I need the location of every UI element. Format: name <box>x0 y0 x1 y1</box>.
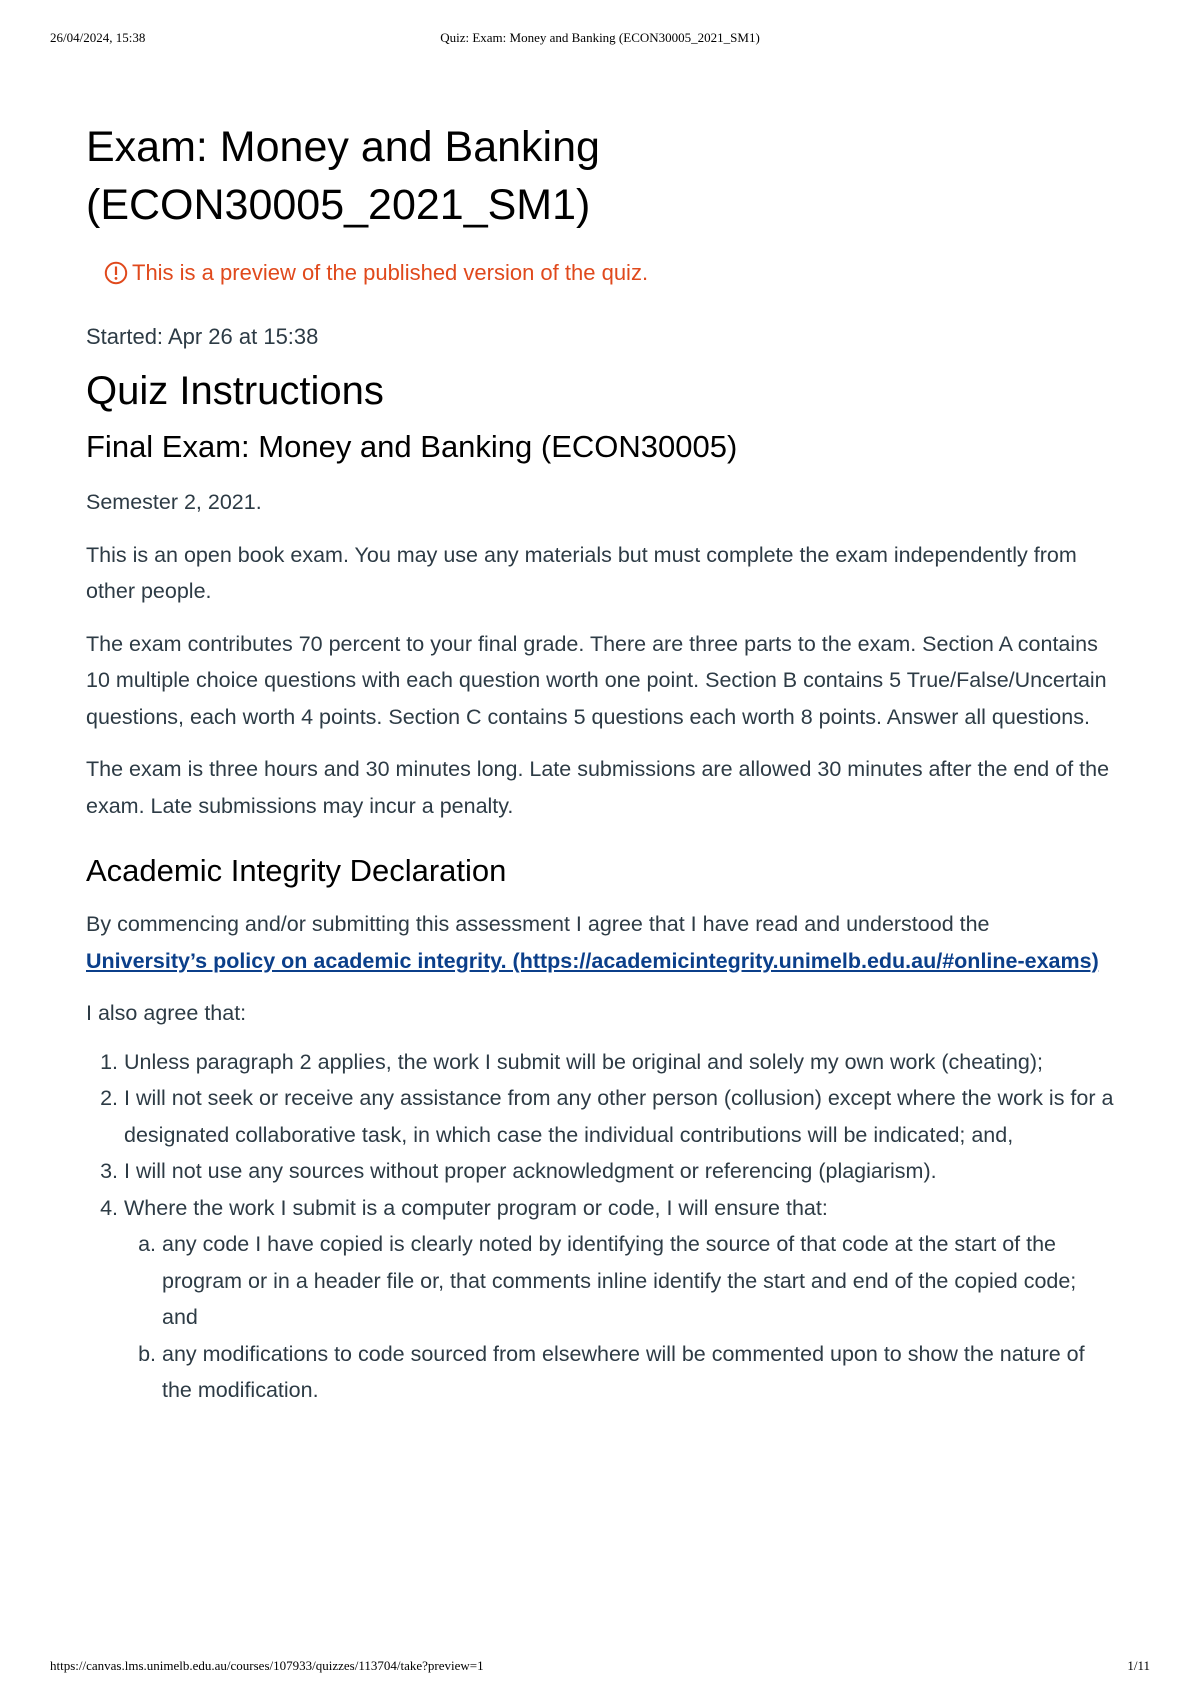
list-item <box>124 1190 1116 1409</box>
sub-list-item: a. any code I have copied is clearly noted by identifying the source of that code at the start of the program or in a header file or, that comments inline identify the start and end of the copied code; and <box>162 1226 1116 1336</box>
list-item: 1. Unless paragraph 2 applies, the work I submit will be original and solely my own work (cheating); <box>124 1044 1116 1081</box>
code-sub-list <box>124 1226 1116 1409</box>
print-page-title: Quiz: Exam: Money and Banking (ECON30005_2021_SM1) <box>440 30 760 45</box>
print-header <box>50 30 1150 50</box>
exam-heading: Final Exam: Money and Banking (ECON30005) <box>86 429 738 464</box>
preview-notice-text: This is a preview of the published version of the quiz. <box>132 260 649 285</box>
declaration-lead: By commencing and/or submitting this assessment I agree that I have read and understood the <box>86 912 990 936</box>
declaration-text <box>86 906 1116 979</box>
list-item: 3. I will not use any sources without proper acknowledgment or referencing (plagiarism). <box>124 1153 1116 1190</box>
agreement-list <box>86 1044 1116 1409</box>
integrity-heading: Academic Integrity Declaration <box>86 853 507 888</box>
print-datetime: 26/04/2024, 15:38 <box>50 30 146 45</box>
preview-notice <box>104 258 1116 288</box>
list-item: 2. I will not seek or receive any assistance from any other person (collusion) except where the work is for a designated collaborative task, in which case the individual contributions will be indicated; and, <box>124 1080 1116 1153</box>
semester-text: Semester 2, 2021. <box>86 490 262 514</box>
print-footer <box>50 1658 1150 1678</box>
exam-structure-text: The exam contributes 70 percent to your final grade. There are three parts to the exam. Section A contains 10 multiple choice questions with each question worth one point. Section B contains 5 True/False/Uncertain questions, each worth 4 points. Section C contains 5 questions each worth 8 points. Answer all questions. <box>86 631 1107 729</box>
print-url: https://canvas.lms.unimelb.edu.au/courses/107933/quizzes/113704/take?preview=1 <box>50 1658 484 1673</box>
started-timestamp: Started: Apr 26 at 15:38 <box>86 324 319 349</box>
page-title: Exam: Money and Banking (ECON30005_2021_SM1) <box>86 123 600 229</box>
warning-icon <box>104 261 128 285</box>
sub-list-item: b. any modifications to code sourced from elsewhere will be commented upon to show the nature of the modification. <box>162 1336 1116 1409</box>
quiz-content <box>86 118 1116 1409</box>
open-book-text: This is an open book exam. You may use any materials but must complete the exam independently from other people. <box>86 542 1077 603</box>
list-item-text: Where the work I submit is a computer program or code, I will ensure that: <box>124 1195 828 1220</box>
integrity-policy-link[interactable]: University’s policy on academic integrity. (https://academicintegrity.unimelb.edu.au/#online-exams) <box>86 948 1099 973</box>
instructions-heading: Quiz Instructions <box>86 369 384 413</box>
page-number: 1/11 <box>1127 1658 1150 1673</box>
exam-timing-text: The exam is three hours and 30 minutes long. Late submissions are allowed 30 minutes after the end of the exam. Late submissions may incur a penalty. <box>86 757 1110 818</box>
also-agree-text: I also agree that: <box>86 1001 247 1025</box>
